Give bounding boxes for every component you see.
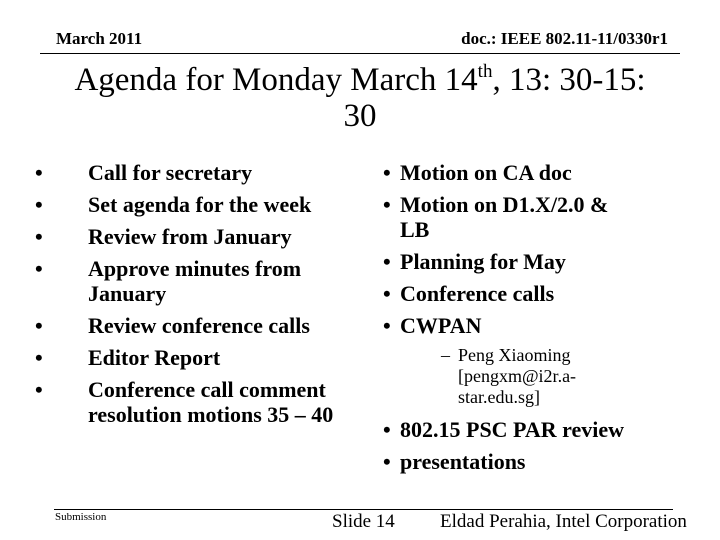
- bullet: •: [383, 417, 391, 442]
- item-text: Editor Report: [88, 345, 221, 370]
- item-text: Call for secretary: [88, 160, 253, 185]
- title-suffix: , 13: 30-15: 30: [343, 62, 646, 134]
- dash: –: [441, 345, 450, 365]
- bullet: •: [35, 345, 43, 370]
- list-item: [383, 449, 632, 474]
- item-text: CWPAN: [400, 313, 482, 338]
- footer-author: Eldad Perahia, Intel Corporation: [440, 511, 687, 532]
- bullet: •: [35, 377, 43, 402]
- footer-rule: [54, 509, 673, 510]
- item-text: Conference calls: [400, 281, 555, 306]
- item-text: Motion on D1.X/2.0 & LB: [400, 192, 609, 242]
- list-item: [383, 417, 632, 442]
- right-bullet-list: [383, 160, 632, 481]
- header-rule: [40, 53, 680, 54]
- bullet: •: [35, 160, 43, 185]
- list-item: [383, 249, 632, 274]
- bullet: •: [383, 249, 391, 274]
- footer-submission: Submission: [55, 511, 107, 523]
- list-item: [35, 345, 350, 370]
- bullet: •: [383, 160, 391, 185]
- sub-list-item: [441, 345, 658, 408]
- list-item: [383, 192, 632, 242]
- list-item: [35, 192, 350, 217]
- item-text: presentations: [400, 449, 526, 474]
- item-text: Conference call comment resolution motions 35 – 40: [88, 377, 334, 427]
- title-text: Agenda for Monday March 14: [74, 62, 478, 98]
- item-text: Set agenda for the week: [88, 192, 312, 217]
- bullet: •: [383, 449, 391, 474]
- list-item: [383, 281, 632, 306]
- bullet: •: [35, 224, 43, 249]
- bullet: •: [35, 192, 43, 217]
- bullet: •: [383, 192, 391, 217]
- item-text: Review conference calls: [88, 313, 310, 338]
- bullet: •: [383, 281, 391, 306]
- item-text: 802.15 PSC PAR review: [400, 417, 625, 442]
- item-text: Approve minutes from January: [88, 256, 302, 306]
- item-text: Motion on CA doc: [400, 160, 572, 185]
- item-text: Review from January: [88, 224, 292, 249]
- title-sup: th: [477, 61, 493, 82]
- item-text: Peng Xiaoming [pengxm@i2r.a-star.edu.sg]: [458, 345, 577, 407]
- list-item: [35, 313, 350, 338]
- bullet: •: [35, 313, 43, 338]
- list-item: [383, 160, 632, 185]
- bullet: •: [35, 256, 43, 281]
- header-date: March 2011: [56, 29, 143, 48]
- footer-slide-number: Slide 14: [332, 511, 395, 532]
- header-doc-id: doc.: IEEE 802.11-11/0330r1: [461, 29, 668, 48]
- left-bullet-list: [35, 160, 350, 434]
- bullet: •: [383, 313, 391, 338]
- list-item: [35, 224, 350, 249]
- list-item: [35, 160, 350, 185]
- list-item: [383, 313, 632, 338]
- slide-title: [60, 62, 660, 134]
- list-item: [35, 377, 350, 427]
- item-text: Planning for May: [400, 249, 566, 274]
- list-item: [35, 256, 350, 306]
